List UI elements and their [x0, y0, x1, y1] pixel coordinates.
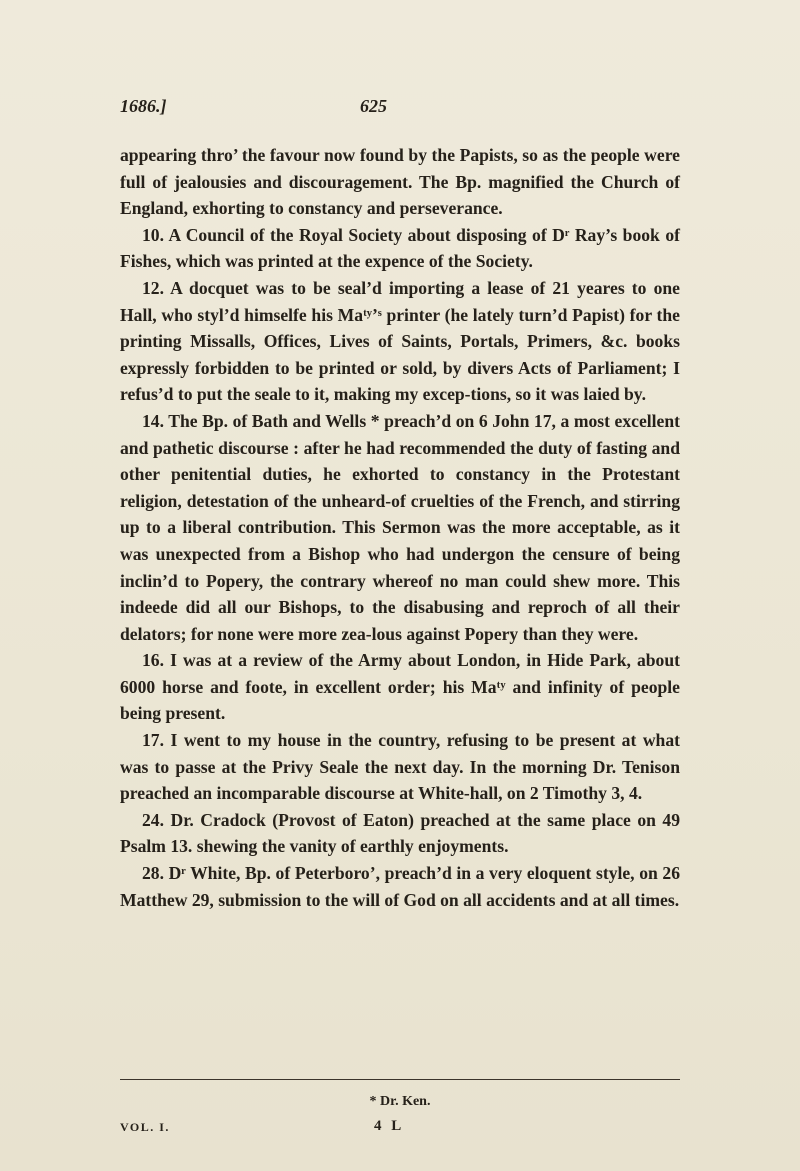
- paragraph-continuation: appearing thro’ the favour now found by the Papists, so as the people were full of jealousies and discouragement. The Bp. magnified the Church of England, exhorting to constancy and perseverance.: [120, 145, 680, 219]
- entry-17: 17. I went to my house in the country, refusing to be present at what was to passe at the Privy Seale the next day. In the morning Dr. Tenison preached an incomparable discourse at White-hall, on 2 Timothy 3, 4.: [120, 730, 680, 804]
- entry-14: 14. The Bp. of Bath and Wells * preach’d on 6 John 17, a most excellent and pathetic discourse : after he had recommended the duty of fasting and other penitential duties, he exhorted to constancy in the Protestant religion, detestation of the unheard-of cruelties of the French, and stirring up to a liberal contribution. This Sermon was the more acceptable, as it was unexpected from a Bishop who had undergon the censure of being inclin’d to Popery, the contrary whereof no man could shew more. This indeede did all our Bishops, to the disabusing and reproch of all their delators; for none were more zea-lous against Popery than they were.: [120, 410, 680, 644]
- entry-28: 28. Dʳ White, Bp. of Peterboro’, preach’d in a very eloquent style, on 26 Matthew 29, submission to the will of God on all accidents and at all times.: [120, 863, 680, 910]
- running-head-year: 1686.]: [120, 96, 167, 116]
- entry-16: 16. I was at a review of the Army about London, in Hide Park, about 6000 horse and foote, in excellent order; his Maᵗʸ and infinity of people being present.: [120, 650, 680, 724]
- page-header: [120, 96, 680, 122]
- footnote: * Dr. Ken.: [369, 1094, 431, 1109]
- page-number: 625: [360, 96, 387, 116]
- volume-mark: VOL. I.: [120, 1120, 170, 1134]
- footnote-rule: [120, 1079, 680, 1080]
- entry-12: 12. A docquet was to be seal’d importing a lease of 21 yeares to one Hall, who styl’d himselfe his Maᵗʸ’ˢ printer (he lately turn’d Papist) for the printing Missalls, Offices, Lives of Saints, Portals, Primers, &c. books expressly forbidden to be printed or sold, by divers Acts of Parliament; I refus’d to put the seale to it, making my excep-tions, so it was laied by.: [120, 277, 680, 405]
- entry-10: 10. A Council of the Royal Society about disposing of Dʳ Ray’s book of Fishes, which was printed at the expence of the Society.: [120, 224, 680, 272]
- diary-text: [120, 142, 680, 913]
- signature-line: [120, 1118, 680, 1138]
- entry-24: 24. Dr. Cradock (Provost of Eaton) preached at the same place on 49 Psalm 13. shewing the vanity of earthly enjoyments.: [120, 809, 680, 857]
- sheet-signature: 4 L: [374, 1118, 405, 1134]
